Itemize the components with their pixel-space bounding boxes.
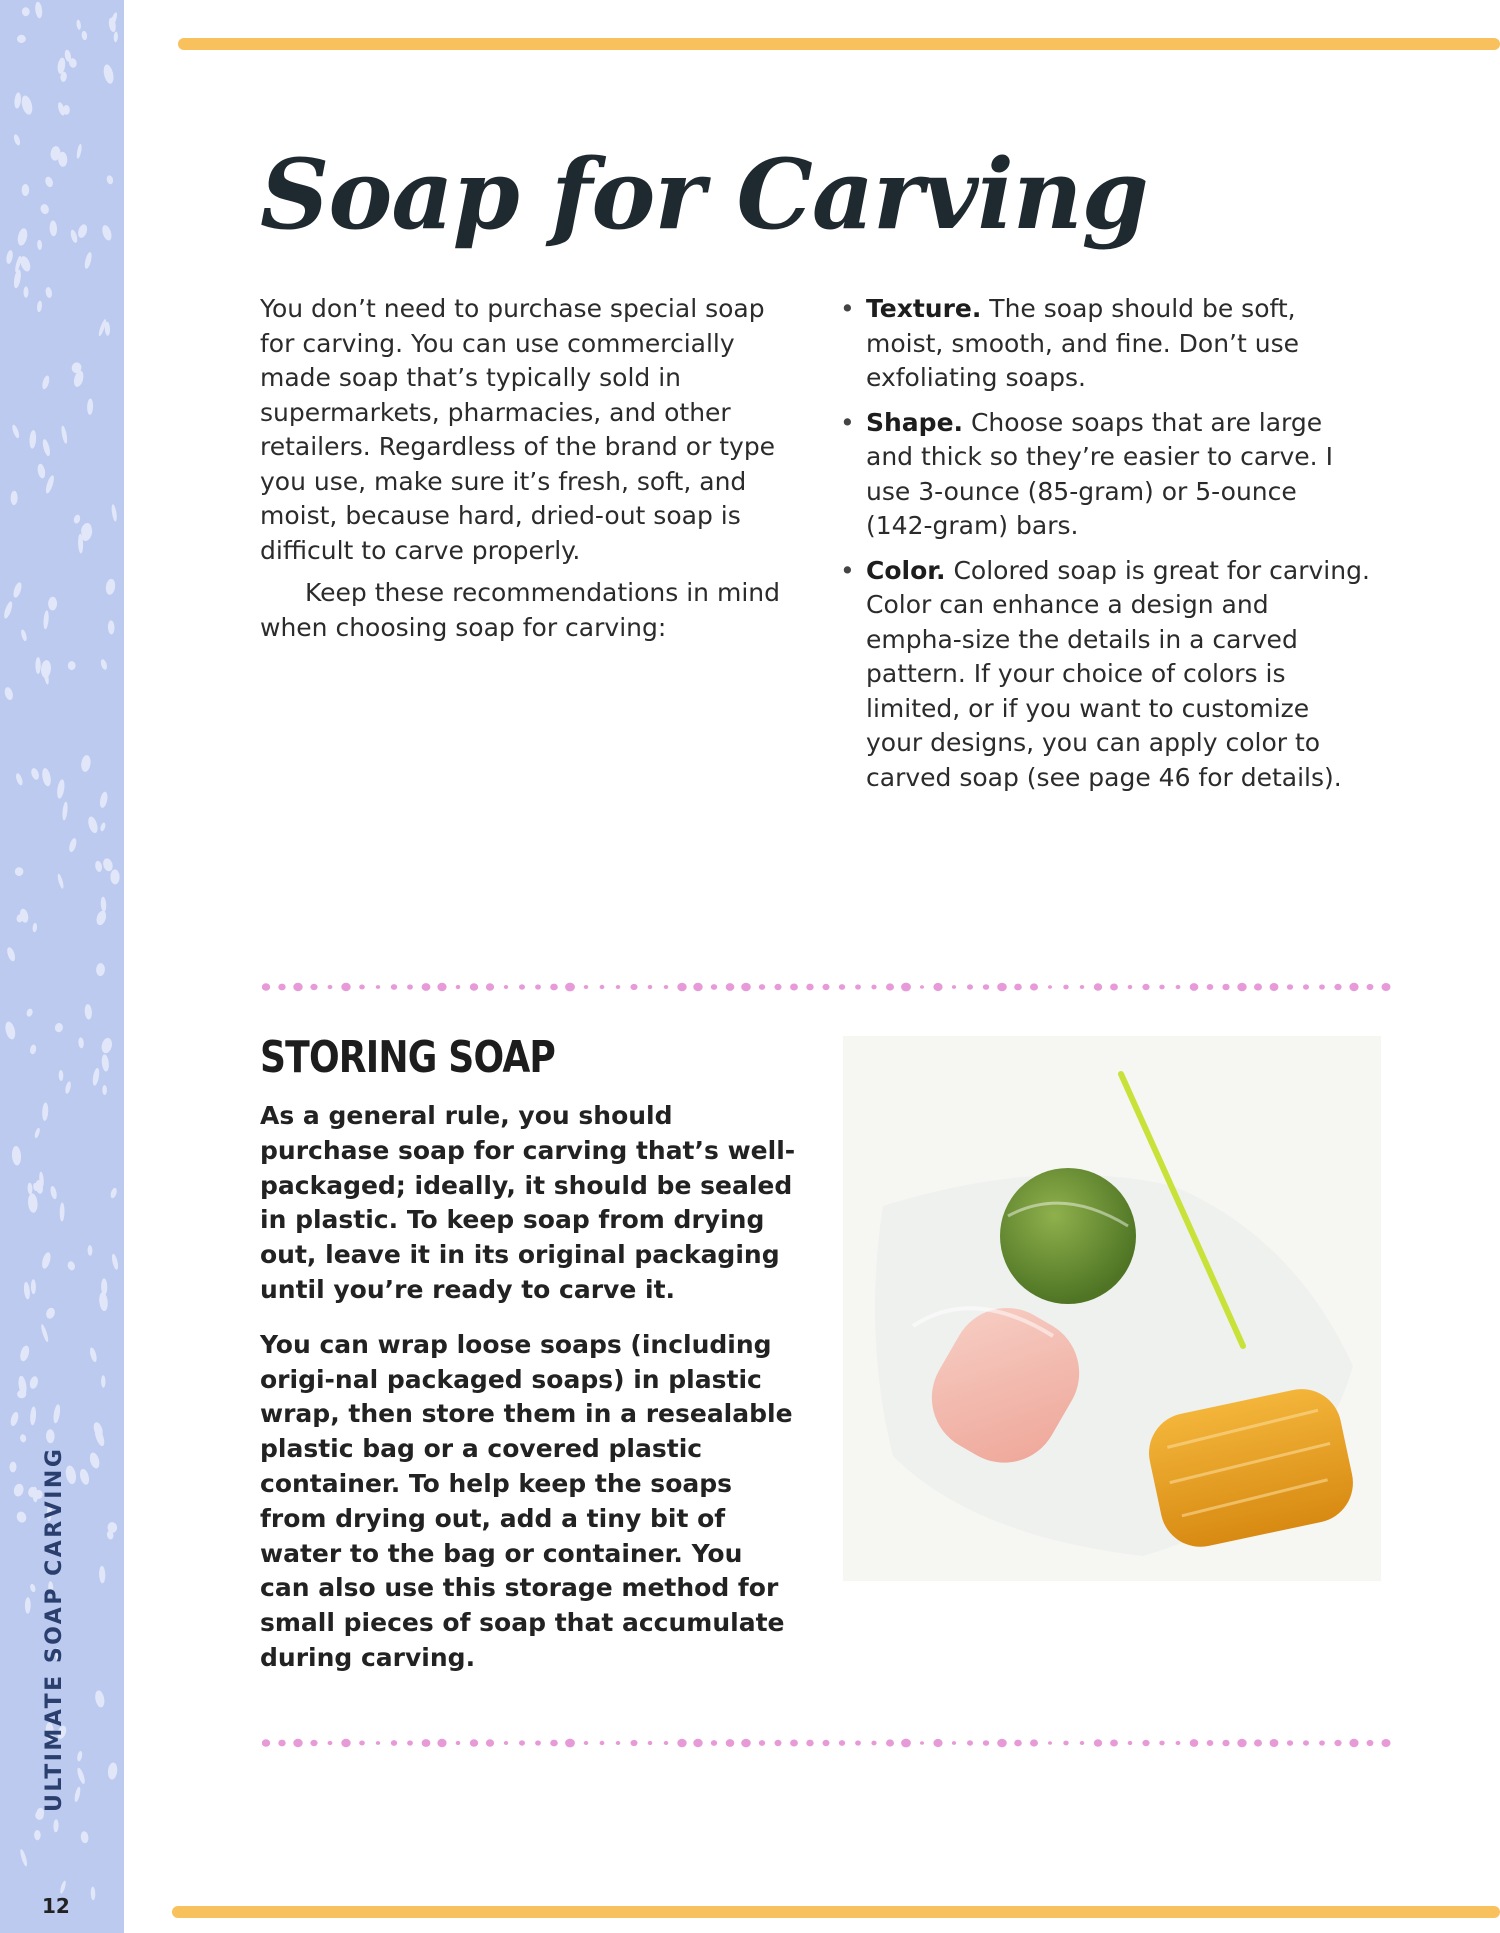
divider-dot <box>519 984 525 989</box>
list-item <box>840 406 1370 544</box>
divider-dot <box>693 983 702 991</box>
divider-dot <box>600 985 605 989</box>
divider-dot <box>1334 984 1341 990</box>
storing-paragraph-1: As a general rule, you should purchase soap for carving that’s well-packaged; ideally, it should be sealed in plastic. To keep soap from drying out, leave it in its original packaging until you’re ready to carve it. <box>260 1101 796 1304</box>
divider-dot <box>1287 1740 1293 1746</box>
divider-dot <box>535 984 541 989</box>
divider-dot <box>920 1741 924 1745</box>
side-strip <box>0 0 124 1933</box>
divider-dot <box>1014 984 1022 991</box>
divider-dot <box>293 983 302 991</box>
divider-dot <box>1142 984 1149 990</box>
divider-dot <box>839 1740 845 1746</box>
divider-dot <box>341 983 350 991</box>
divider-dot <box>741 983 751 992</box>
divider-dot <box>1063 985 1068 990</box>
divider-dot <box>1270 983 1279 991</box>
divider-dot <box>693 1739 702 1747</box>
divider-dot <box>504 1741 508 1745</box>
divider-dot <box>839 984 845 990</box>
divider-dot <box>262 1739 270 1747</box>
divider-dot <box>376 985 380 989</box>
bullet-text: The soap should be soft, moist, smooth, and fine. Don’t use exfoliating soaps. <box>866 294 1300 392</box>
divider-dot <box>1303 1740 1309 1745</box>
divider-dot <box>1303 984 1309 989</box>
divider-dot <box>1094 1739 1102 1747</box>
divider-dot <box>262 983 270 991</box>
storing-text <box>260 1099 800 1696</box>
divider-dot <box>823 1740 830 1746</box>
divider-dot <box>886 1739 894 1746</box>
list-item <box>840 554 1370 796</box>
divider-dot <box>550 984 558 991</box>
divider-dot <box>278 984 285 991</box>
divider-dot <box>790 1740 798 1747</box>
divider-dot <box>886 983 894 990</box>
divider-dot <box>1142 1740 1149 1746</box>
divider-dot <box>519 1740 525 1745</box>
divider-dot <box>565 1739 575 1748</box>
divider-dot <box>376 1741 380 1745</box>
divider-dot <box>1014 1740 1022 1747</box>
divider-dot <box>1080 985 1085 989</box>
divider-dot <box>726 1739 735 1747</box>
divider-dot <box>775 984 782 990</box>
divider-dot <box>1110 1740 1118 1747</box>
bullet-text: Colored soap is great for carving. Color can enhance a design and empha-size the details in a carved pattern. If your choice of colors is limited, or if you want to customize your designs, you can apply color to carved soap (see page 46 for details). <box>866 555 1370 792</box>
divider-dot <box>806 984 813 991</box>
divider-dot <box>1222 984 1229 991</box>
divider-dot <box>1048 1741 1052 1745</box>
divider-dot <box>1030 983 1038 990</box>
divider-dot <box>1222 1740 1229 1747</box>
divider-dot <box>391 1740 397 1746</box>
divider-dot <box>422 983 431 991</box>
divider-dot <box>278 1740 285 1747</box>
divider-dot <box>806 1740 813 1747</box>
divider-dot <box>359 985 365 990</box>
divider-dot <box>1367 984 1374 990</box>
divider-dot <box>341 1739 350 1747</box>
divider-dot <box>648 985 653 989</box>
storing-paragraph-2: You can wrap loose soaps (including origi-nal packaged soaps) in plastic wrap, then store them in a resealable plastic bag or a covered plastic container. To help keep the soaps from drying out, add a tiny bit of water to the bag or container. You can also use this storage method for small pieces of soap that accumulate during carving. <box>260 1329 793 1672</box>
divider-dot <box>1207 1740 1214 1746</box>
dotted-divider-bottom <box>262 1736 1392 1750</box>
divider-dot <box>1190 1739 1199 1747</box>
intro-paragraph-1: You don’t need to purchase special soap for carving. You can use commercially made soap that’s typically sold in supermarkets, pharmacies, and other retailers. Regardless of the brand or type you use, make sure it’s fresh, soft, and moist, because hard, dried-out soap is difficult to carve properly. <box>260 294 776 565</box>
divider-dot <box>952 1741 956 1745</box>
divider-dot <box>1176 985 1181 989</box>
divider-dot <box>437 983 446 991</box>
divider-dot <box>983 1740 989 1746</box>
divider-dot <box>855 984 861 989</box>
divider-dot <box>1254 983 1262 990</box>
intro-text <box>260 292 805 645</box>
divider-dot <box>967 1740 973 1745</box>
divider-dot <box>677 983 686 992</box>
dotted-divider-top <box>262 980 1392 994</box>
divider-dot <box>456 1741 461 1745</box>
divider-dot <box>933 983 942 991</box>
divider-dot <box>1030 1739 1038 1746</box>
divider-dot <box>997 1739 1007 1748</box>
divider-dot <box>504 985 508 989</box>
bottom-rule <box>172 1906 1500 1918</box>
page-title: Soap for Carving <box>260 138 1148 251</box>
divider-dot <box>901 983 911 992</box>
divider-dot <box>775 1740 782 1746</box>
divider-dot <box>407 1740 413 1745</box>
divider-dot <box>1254 1739 1262 1746</box>
divider-dot <box>1080 1741 1085 1745</box>
divider-dot <box>711 984 717 990</box>
divider-dot <box>1237 983 1246 992</box>
divider-dot <box>391 984 397 990</box>
divider-dot <box>677 1739 686 1748</box>
divider-dot <box>664 985 669 989</box>
divider-dot <box>1128 1741 1133 1745</box>
divider-dot <box>759 1740 765 1746</box>
divider-dot <box>997 983 1007 992</box>
divider-dot <box>1128 985 1133 989</box>
divider-dot <box>967 984 973 989</box>
soap-photo <box>843 1036 1381 1581</box>
divider-dot <box>952 985 956 989</box>
divider-dot <box>310 1740 317 1746</box>
divider-dot <box>664 1741 669 1745</box>
recommendation-list <box>840 292 1370 805</box>
divider-dot <box>456 985 461 989</box>
divider-dot <box>855 1740 861 1745</box>
divider-dot <box>1382 1739 1391 1747</box>
divider-dot <box>920 985 924 989</box>
divider-dot <box>293 1739 302 1747</box>
divider-dot <box>470 983 478 991</box>
divider-dot <box>1110 984 1118 991</box>
section-heading: STORING SOAP <box>260 1032 556 1083</box>
running-head: ULTIMATE SOAP CARVING <box>42 1446 67 1812</box>
divider-dot <box>1287 984 1293 990</box>
divider-dot <box>470 1739 478 1747</box>
divider-dot <box>1349 1739 1358 1747</box>
divider-dot <box>790 984 798 991</box>
top-rule <box>178 38 1500 50</box>
divider-dot <box>711 1740 717 1746</box>
divider-dot <box>1367 1740 1374 1746</box>
list-item <box>840 292 1370 396</box>
divider-dot <box>616 985 621 989</box>
divider-dot <box>1207 984 1214 990</box>
divider-dot <box>535 1740 541 1745</box>
divider-dot <box>616 1741 621 1745</box>
divider-dot <box>1063 1741 1068 1746</box>
divider-dot <box>631 1740 638 1746</box>
bullet-term: Color. <box>866 555 946 585</box>
divider-dot <box>871 985 876 990</box>
divider-dot <box>486 1739 494 1746</box>
divider-dot <box>1176 1741 1181 1745</box>
divider-dot <box>422 1739 431 1747</box>
divider-dot <box>437 1739 446 1747</box>
divider-dot <box>310 984 317 990</box>
intro-paragraph-2: Keep these recommendations in mind when choosing soap for carving: <box>260 578 780 642</box>
divider-dot <box>631 984 638 990</box>
divider-dot <box>1319 1740 1325 1745</box>
divider-dot <box>823 984 830 990</box>
divider-dot <box>1094 983 1102 991</box>
divider-dot <box>1334 1740 1341 1746</box>
wrapped-soaps-illustration <box>843 1036 1381 1581</box>
divider-dot <box>359 1741 365 1746</box>
green-soap <box>1000 1168 1136 1304</box>
divider-dot <box>407 984 413 989</box>
divider-dot <box>759 984 765 990</box>
divider-dot <box>328 1741 333 1745</box>
divider-dot <box>1159 985 1164 990</box>
divider-dot <box>1349 983 1358 991</box>
divider-dot <box>1237 1739 1246 1748</box>
divider-dot <box>983 984 989 990</box>
bullet-text: Choose soaps that are large and thick so they’re easier to carve. I use 3-ounce (85-gram) or 5-ounce (142-gram) bars. <box>866 407 1333 540</box>
divider-dot <box>584 1741 589 1745</box>
divider-dot <box>726 983 735 991</box>
divider-dot <box>565 983 575 992</box>
divider-dot <box>1159 1741 1164 1746</box>
divider-dot <box>901 1739 911 1748</box>
divider-dot <box>550 1740 558 1747</box>
bullet-term: Texture. <box>866 294 982 323</box>
page-number: 12 <box>42 1894 70 1918</box>
bullet-term: Shape. <box>866 407 964 437</box>
divider-dot <box>1048 985 1052 989</box>
divider-dot <box>1270 1739 1279 1747</box>
divider-dot <box>1382 983 1391 991</box>
divider-dot <box>584 985 589 989</box>
divider-dot <box>328 985 333 989</box>
divider-dot <box>486 983 494 990</box>
divider-dot <box>1190 983 1199 991</box>
divider-dot <box>648 1741 653 1745</box>
divider-dot <box>871 1741 876 1746</box>
divider-dot <box>1319 984 1325 989</box>
divider-dot <box>933 1739 942 1747</box>
divider-dot <box>600 1741 605 1745</box>
divider-dot <box>741 1739 751 1748</box>
